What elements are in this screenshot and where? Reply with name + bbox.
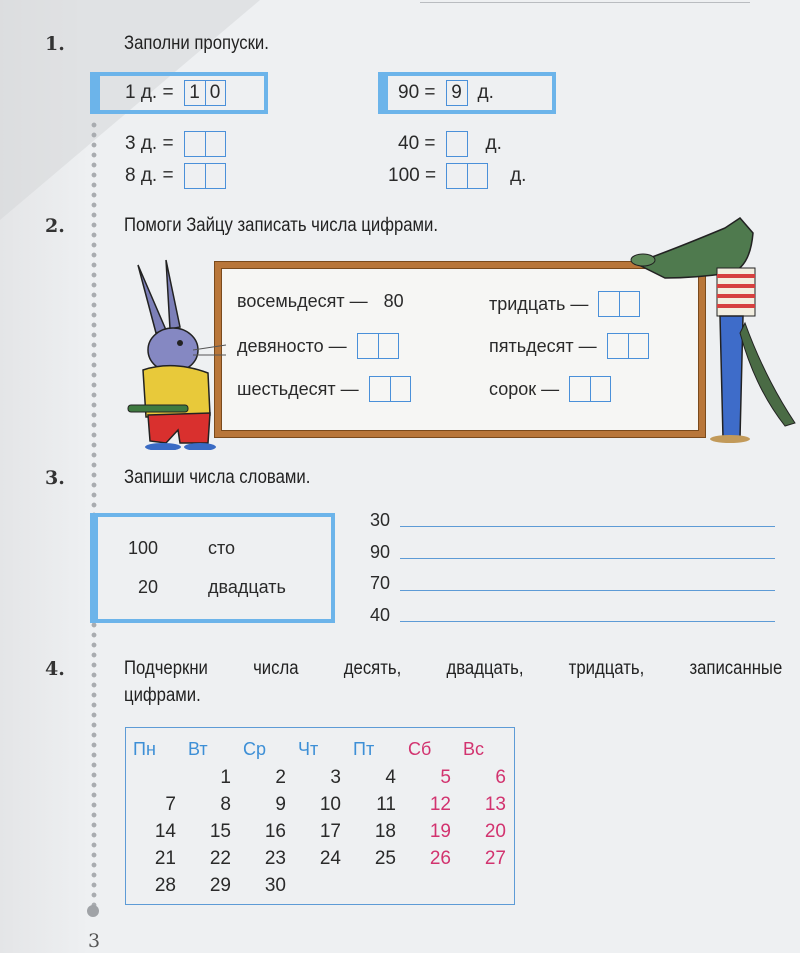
example-row-100 <box>128 538 235 559</box>
answer-line-30[interactable] <box>400 526 775 527</box>
number-word: восемьдесят — <box>237 291 368 311</box>
day-cell[interactable]: 6 <box>495 766 506 788</box>
wolf-illustration <box>625 208 800 443</box>
day-cell[interactable]: 7 <box>165 793 176 815</box>
day-cell[interactable]: 28 <box>154 874 176 896</box>
day-cell[interactable]: 17 <box>319 820 341 842</box>
digit-cell[interactable] <box>570 377 590 401</box>
day-cell[interactable]: 13 <box>484 793 506 815</box>
day-cell[interactable]: 2 <box>275 766 286 788</box>
example-row-20 <box>138 577 286 598</box>
example-word: двадцать <box>208 577 286 597</box>
weekday-thu: Чт <box>298 738 319 759</box>
calendar-week <box>129 845 514 872</box>
hare-illustration <box>118 255 228 450</box>
task-4-number: 4. <box>45 658 65 680</box>
day-cell[interactable]: 15 <box>209 820 231 842</box>
task-1-left-row-3 <box>125 163 226 189</box>
weekday-tue: Вт <box>188 738 208 759</box>
expression: 100 = <box>388 165 437 186</box>
calendar-grid <box>129 734 514 899</box>
binding-end-dot <box>87 905 99 917</box>
day-cell[interactable]: 23 <box>264 847 286 869</box>
task-4-instruction-line-1: Подчеркни числа десять, двадцать, тридцать, записанные <box>124 658 783 679</box>
answer-cells[interactable] <box>369 376 411 402</box>
day-cell[interactable]: 22 <box>209 847 231 869</box>
answer-cells[interactable] <box>446 163 488 189</box>
day-cell[interactable] <box>129 764 184 791</box>
day-cell <box>459 872 514 899</box>
blank-number: 70 <box>370 573 391 593</box>
task-1-right-row-3 <box>388 163 526 189</box>
expression: 40 = <box>398 133 436 154</box>
board-item-40 <box>489 376 611 402</box>
day-cell <box>349 872 404 899</box>
day-cell[interactable]: 5 <box>440 766 451 788</box>
task-3-instruction: Запиши числа словами. <box>124 467 311 488</box>
task-1-instruction: Заполни пропуски. <box>124 33 269 54</box>
day-cell[interactable]: 4 <box>385 766 396 788</box>
answer-cells[interactable] <box>569 376 611 402</box>
expression: 3 д. = <box>125 133 174 154</box>
unit-suffix: д. <box>510 165 527 186</box>
number-word: девяносто — <box>237 335 347 356</box>
day-cell[interactable]: 20 <box>484 820 506 842</box>
day-cell[interactable]: 14 <box>154 820 176 842</box>
example-number: 100 <box>128 538 159 558</box>
digit-cell[interactable] <box>358 334 378 358</box>
task-1-number: 1. <box>45 33 65 55</box>
task-4-instruction-line-2: цифрами. <box>124 685 201 706</box>
example-word: сто <box>208 538 236 558</box>
task-2-instruction: Помоги Зайцу записать числа цифрами. <box>124 215 439 236</box>
day-cell[interactable]: 26 <box>429 847 451 869</box>
digit-cell[interactable] <box>447 132 467 156</box>
digit-cell[interactable] <box>205 132 225 156</box>
day-cell[interactable]: 21 <box>154 847 176 869</box>
blank-number: 40 <box>370 605 391 625</box>
weekday-wed: Ср <box>243 738 267 759</box>
task-3-number: 3. <box>45 467 65 489</box>
calendar-weekdays <box>129 734 514 764</box>
day-cell[interactable]: 18 <box>374 820 396 842</box>
calendar-week <box>129 764 514 791</box>
calendar <box>125 727 515 905</box>
answer-line-90[interactable] <box>400 558 775 559</box>
expression: 1 д. = <box>125 82 174 103</box>
answer-cells <box>184 80 226 106</box>
day-cell[interactable]: 3 <box>330 766 341 788</box>
digit-cell: 0 <box>205 81 225 105</box>
digit-cell[interactable] <box>378 334 398 358</box>
number-word: тридцать — <box>489 293 589 314</box>
board-item-90 <box>237 333 399 359</box>
unit-suffix: д. <box>477 82 494 103</box>
day-cell[interactable]: 16 <box>264 820 286 842</box>
calendar-week <box>129 791 514 818</box>
digit-cell[interactable] <box>447 164 467 188</box>
digit-cell: 1 <box>189 82 200 103</box>
weekday-fri: Пт <box>353 738 375 759</box>
board-item-30 <box>489 291 640 317</box>
task-1-right-row-2 <box>398 131 502 157</box>
header-rule <box>420 2 750 3</box>
digit-cell[interactable] <box>370 377 390 401</box>
unit-suffix: д. <box>485 133 502 154</box>
weekday-sat: Сб <box>408 738 432 759</box>
page-number: 3 <box>88 930 101 952</box>
digit-cell[interactable] <box>590 377 610 401</box>
day-cell[interactable]: 29 <box>209 874 231 896</box>
day-cell[interactable]: 11 <box>376 793 396 815</box>
blank-number: 30 <box>370 510 391 530</box>
digit-cell[interactable] <box>467 164 487 188</box>
weekday-sun: Вс <box>463 738 485 759</box>
day-cell[interactable]: 27 <box>484 847 506 869</box>
task-2-number: 2. <box>45 215 65 237</box>
expression: 8 д. = <box>125 165 174 186</box>
task-1-right-row-1 <box>398 80 494 106</box>
task-3-example-frame <box>90 513 335 623</box>
calendar-week <box>129 818 514 845</box>
blank-number: 90 <box>370 542 391 562</box>
calendar-week <box>129 872 514 899</box>
digit-cell[interactable] <box>390 377 410 401</box>
answer-cells <box>446 80 468 106</box>
day-cell[interactable]: 25 <box>374 847 396 869</box>
day-cell[interactable]: 24 <box>319 847 341 869</box>
day-cell[interactable]: 8 <box>220 793 231 815</box>
example-number: 20 <box>138 577 159 597</box>
expression: 90 = <box>398 82 436 103</box>
day-cell[interactable]: 30 <box>264 874 286 896</box>
answer-cells[interactable] <box>184 163 226 189</box>
number-word: пятьдесят — <box>489 335 597 356</box>
day-cell <box>294 872 349 899</box>
number-word: сорок — <box>489 378 560 399</box>
digit-cell[interactable] <box>205 164 225 188</box>
day-cell <box>404 872 459 899</box>
answer-cells[interactable] <box>184 131 226 157</box>
answer-line-70[interactable] <box>400 590 775 591</box>
digit-cell: 9 <box>451 82 462 103</box>
answer-line-40[interactable] <box>400 621 775 622</box>
digit-cell[interactable] <box>185 164 205 188</box>
answer-cells[interactable] <box>446 131 468 157</box>
digit-cell[interactable] <box>599 292 619 316</box>
day-cell[interactable]: 9 <box>275 793 286 815</box>
number-word: шестьдесят — <box>237 378 359 399</box>
digit-cell[interactable] <box>185 132 205 156</box>
board-item-80 <box>237 291 404 312</box>
board-item-60 <box>237 376 411 402</box>
day-cell[interactable]: 12 <box>429 793 451 815</box>
answer-value: 80 <box>383 291 404 311</box>
task-1-left-row-2 <box>125 131 226 157</box>
day-cell[interactable]: 19 <box>429 820 451 842</box>
day-cell[interactable]: 1 <box>220 766 231 788</box>
answer-cells[interactable] <box>357 333 399 359</box>
task-1-left-row-1 <box>125 80 226 106</box>
weekday-mon: Пн <box>133 738 156 759</box>
day-cell[interactable]: 10 <box>319 793 341 815</box>
